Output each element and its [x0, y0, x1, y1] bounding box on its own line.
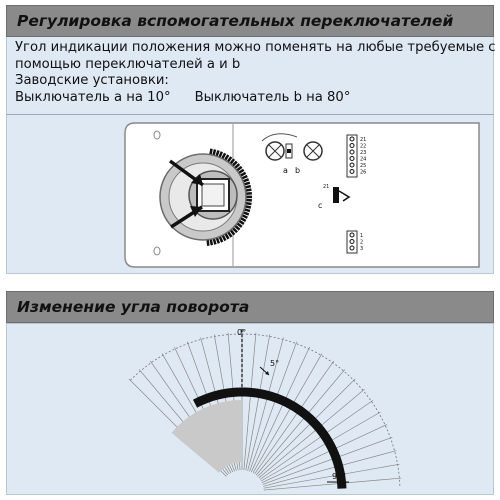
section-title-switch-adjustment: Регулировка вспомогательных переключателей [6, 5, 494, 37]
angle-start-label: 0° [237, 328, 247, 337]
actuator-diagram [6, 114, 494, 274]
terminal-top-label: 22 [360, 143, 367, 150]
terminal-top-label: 21 [360, 137, 367, 143]
terminal-top-label: 23 [360, 150, 367, 156]
rotation-angle-drawing [7, 324, 495, 496]
switch-a-setting: Выключатель a на 10° [15, 89, 171, 105]
terminal-bottom-label: 3 [360, 246, 364, 252]
description-line-1: Угол индикации положения можно поменять на любые требуемые с [15, 40, 496, 55]
label-c: c [318, 201, 323, 210]
label-b: b [295, 166, 301, 175]
section-title-rotation-angle: Изменение угла поворота [6, 291, 494, 323]
factory-settings-label: Заводские установки: [15, 73, 169, 88]
adjustment-band [172, 400, 242, 473]
switch-b-setting: Выключатель b на 80° [194, 89, 351, 105]
description-line-2: помощью переключателей a и b [15, 56, 241, 72]
mini-label: 21 [323, 184, 330, 190]
switch-c [333, 187, 339, 203]
terminal-bottom-label: 1 [360, 233, 364, 239]
angle-end-label: 90° [332, 472, 347, 481]
terminal-bottom-label: 2 [360, 239, 364, 246]
rotation-angle-diagram [6, 323, 494, 495]
label-a: a [283, 166, 288, 175]
terminal-top-label: 24 [360, 156, 367, 163]
actuator-drawing [7, 115, 495, 275]
factory-settings-values [15, 90, 485, 107]
switch-adjustment-description [6, 37, 494, 114]
terminal-top-label: 25 [360, 163, 367, 169]
angle-step-label: 5° [270, 359, 280, 368]
terminal-top-label: 26 [360, 169, 367, 176]
